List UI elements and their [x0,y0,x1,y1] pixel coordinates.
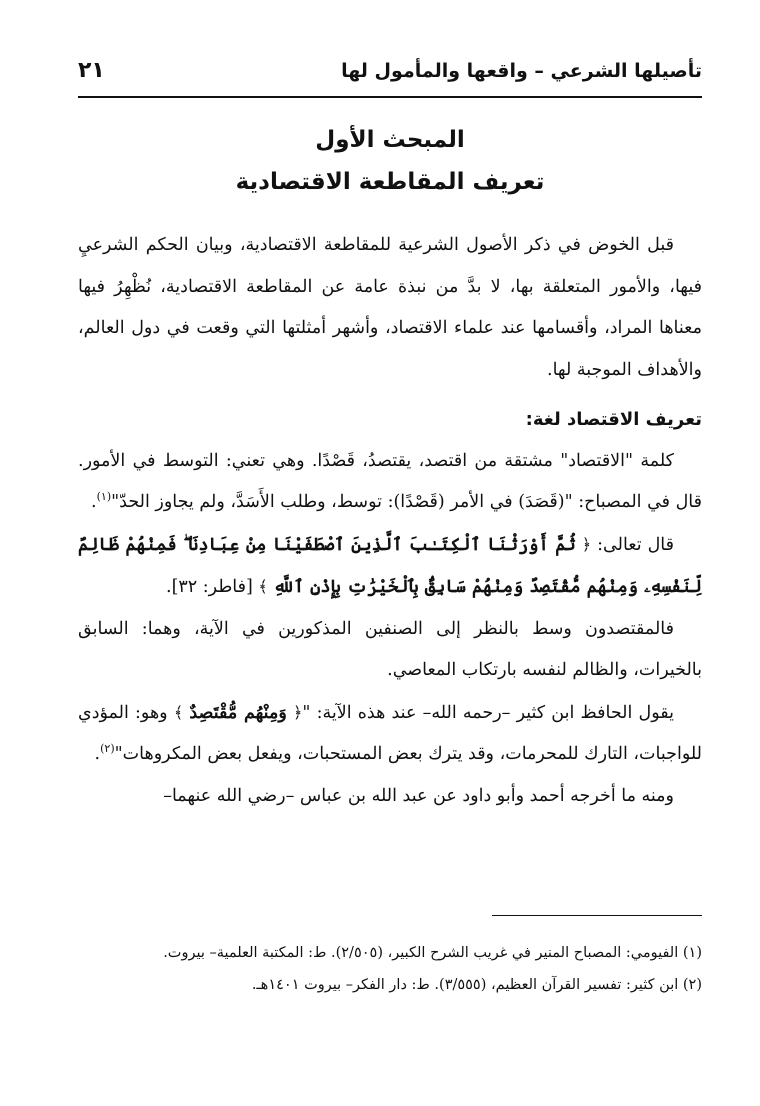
footnote-divider [492,915,702,916]
section-heading: تعريف الاقتصاد لغة: [525,409,702,430]
quote-close-bracket: ﴾ [173,702,184,722]
intro-paragraph: قبل الخوض في ذكر الأصول الشرعية للمقاطعة الاقتصادية، وبيان الحكم الشرعيِ فيها، والأمور المتعلقة بها، لا بدَّ من نبذة عامة عن المقاطعة الاقتصادية، نُظْهِرُ فيها معناها المراد، وأقسامها عند علماء الاقتصاد، وأشهر أمثلتها التي وقعت في دول العالم، والأهداف الموجبة لها. [78,235,702,380]
quoted-verse: وَمِنْهُم مُّقْتَصِدٌ [189,702,287,723]
definition-text: كلمة "الاقتصاد" مشتقة من اقتصد، يقتصدُ، قَصْدًا. وهي تعني: التوسط في الأمور. قال في المصباح: "(قَصَدَ) في الأمر (قَصْدًا): توسط، وطلب الأَسَدَّ، ولم يجاوز الحدّ" [78,450,702,512]
definition-paragraph [78,441,702,524]
page-number: ٢١ [78,58,105,83]
footnote-ref-2: (٢) [100,742,115,756]
footnotes [78,937,702,1001]
quote-end: . [94,744,101,764]
quote-intro: يقول الحافظ ابن كثير –رحمه الله– عند هذه الآية: " [302,702,674,723]
verse-paragraph [78,524,702,609]
continuation-paragraph: ومنه ما أخرجه أحمد وأبو داود عن عبد الله بن عباس –رضي الله عنهما– [163,785,674,806]
explanation-paragraph: فالمقتصدون وسط بالنظر إلى الصنفين المذكورين في الآية، وهما: السابق بالخيرات، والظالم لنفسه بارتكاب المعاصي. [78,618,702,680]
running-header-title: تأصيلها الشرعي – واقعها والمأمول لها [341,60,702,82]
quote-open-bracket: ﴿ [292,702,303,722]
quran-verse: ثُمَّ أَوْرَثْنَا ٱلْكِتَـٰبَ ٱلَّذِينَ ٱصْطَفَيْنَا مِنْ عِبَادِنَا ۖ فَمِنْهُمْ ظَالِمٌ لِّنَفْسِهِۦ وَمِنْهُم مُّقْتَصِدٌ وَمِنْهُمْ سَابِقٌۢ بِٱلْخَيْرَٰتِ بِإِذْنِ ٱللَّهِ [78,534,702,597]
footnote-2: (٢) ابن كثير: تفسير القرآن العظيم، (٣/٥٥٥). ط: دار الفكر– بيروت ١٤٠١هـ. [251,977,702,993]
chapter-subtitle: تعريف المقاطعة الاقتصادية [235,169,545,195]
verse-intro: قال تعالى: [591,534,674,555]
footnote-1: (١) الفيومي: المصباح المنير في غريب الشرح الكبير، (٢/٥٠٥). ط: المكتبة العلمية– بيروت. [163,945,702,961]
quote-text: وهو: المؤدي للواجبات، التارك للمحرمات، وقد يترك بعض المستحبات، ويفعل بعض المكروهات" [78,702,702,764]
chapter-title: المبحث الأول [315,127,465,153]
header-divider [78,96,702,98]
verse-reference: [فاطر: ٣٢]. [166,577,259,597]
ibn-kathir-paragraph [78,692,702,776]
body-text [78,225,702,817]
verse-close-bracket: ﴾ [258,577,268,596]
definition-end: . [91,492,97,512]
running-header [78,58,702,94]
footnote-ref-1: (١) [96,490,112,504]
verse-open-bracket: ﴿ [581,534,592,554]
